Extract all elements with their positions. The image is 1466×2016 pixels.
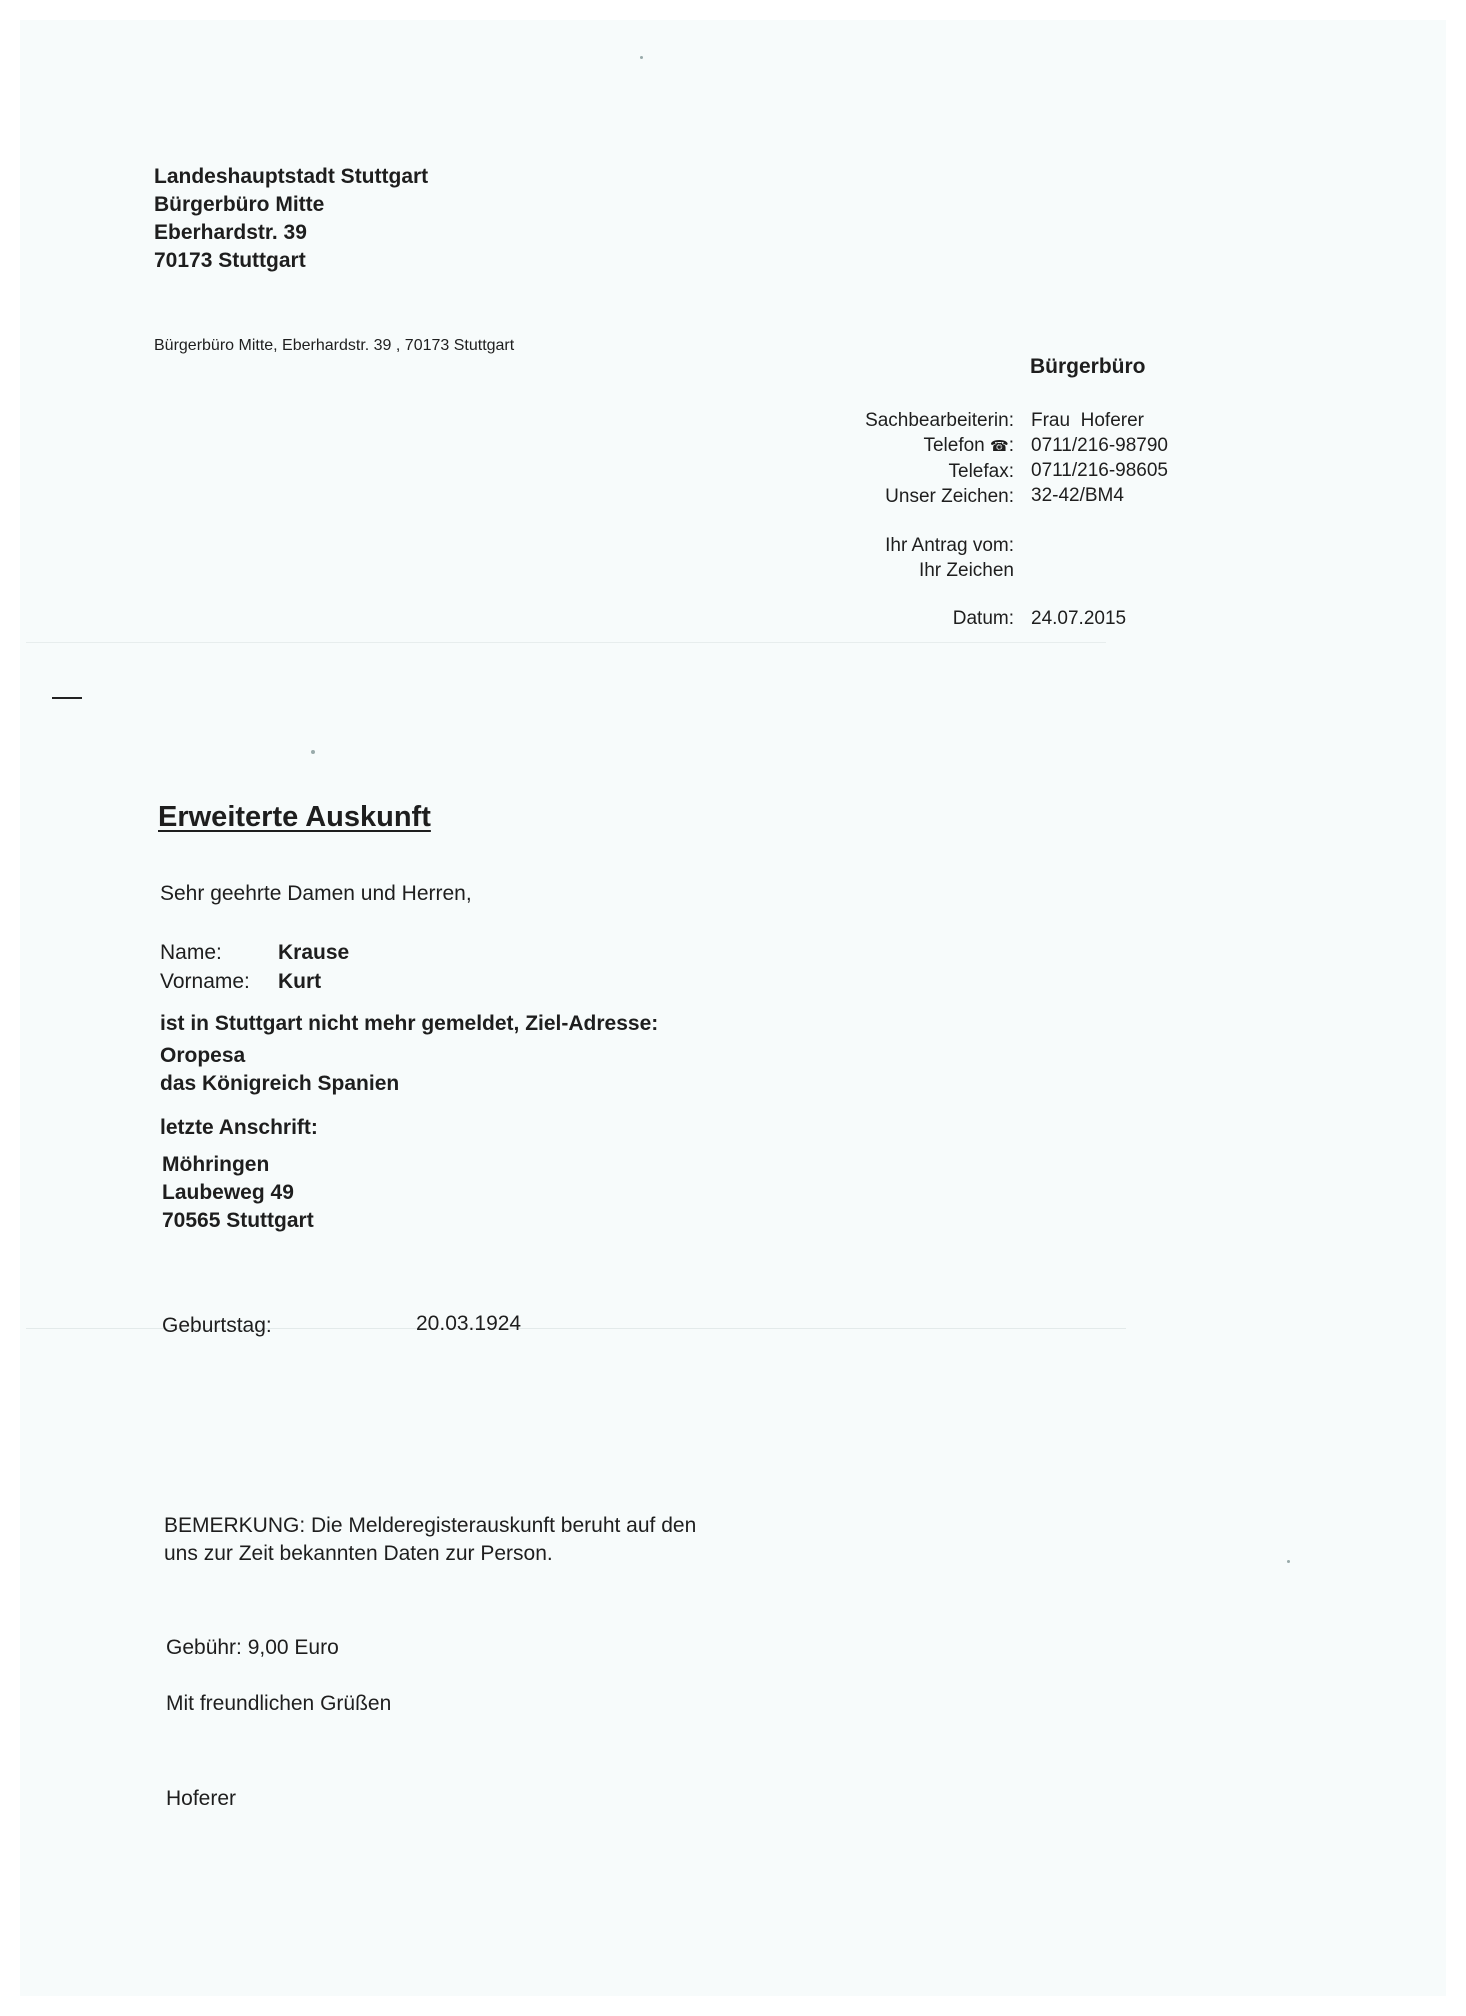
office-title: Bürgerbüro [1030, 355, 1146, 378]
sender-line: Eberhardstr. 39 [154, 221, 307, 244]
signature: Hoferer [166, 1787, 237, 1810]
sender-line: Bürgerbüro Mitte [154, 193, 325, 216]
destination-address [160, 1042, 399, 1098]
scan-speck [1287, 1560, 1290, 1563]
scan-speck [640, 56, 643, 59]
registration-status: ist in Stuttgart nicht mehr gemeldet, Ziel-Adresse: [160, 1012, 659, 1035]
last-address-label: letzte Anschrift: [160, 1116, 318, 1139]
return-address-line: Bürgerbüro Mitte, Eberhardstr. 39 , 70173 Stuttgart [154, 337, 515, 354]
fold-mark [52, 697, 82, 699]
clerk-value: Frau Hoferer [1031, 410, 1144, 431]
last-address [162, 1151, 314, 1235]
request-date-label: Ihr Antrag vom: [885, 535, 1014, 556]
name-label: Name: [160, 941, 222, 964]
fax-value: 0711/216-98605 [1031, 460, 1168, 481]
phone-label: Telefon [923, 435, 985, 456]
last-address-city: 70565 Stuttgart [162, 1209, 314, 1232]
fold-line [26, 642, 1106, 643]
closing: Mit freundlichen Grüßen [166, 1692, 392, 1715]
date-label: Datum: [952, 608, 1014, 629]
person-labels [160, 938, 250, 996]
reference-value: 32-42/BM4 [1031, 485, 1124, 506]
phone-label-row [714, 433, 1014, 459]
sender-line: Landeshauptstadt Stuttgart [154, 165, 429, 188]
last-address-street: Laubeweg 49 [162, 1181, 294, 1204]
birthday-value: 20.03.1924 [416, 1312, 522, 1335]
request-labels [714, 533, 1014, 583]
remark [164, 1512, 696, 1568]
reference-label: Unser Zeichen: [885, 486, 1014, 507]
phone-icon: ☎ [990, 438, 1009, 455]
destination-city: Oropesa [160, 1044, 246, 1067]
date-value: 24.07.2015 [1031, 608, 1127, 629]
document-title: Erweiterte Auskunft [158, 801, 431, 833]
phone-value: 0711/216-98790 [1031, 435, 1168, 456]
sender-address [154, 163, 428, 275]
fee: Gebühr: 9,00 Euro [166, 1636, 339, 1659]
phone-colon: : [1008, 435, 1014, 456]
firstname-value: Kurt [278, 970, 322, 993]
your-reference-label: Ihr Zeichen [918, 560, 1014, 581]
scan-speck [311, 750, 315, 754]
name-value: Krause [278, 941, 350, 964]
clerk-label: Sachbearbeiterin: [865, 410, 1014, 431]
birthday-label: Geburtstag: [162, 1314, 272, 1337]
meta-labels [714, 408, 1014, 509]
salutation: Sehr geehrte Damen und Herren, [160, 882, 472, 905]
remark-line: uns zur Zeit bekannten Daten zur Person. [164, 1542, 553, 1565]
destination-country: das Königreich Spanien [160, 1072, 400, 1095]
firstname-label: Vorname: [160, 970, 250, 993]
last-address-district: Möhringen [162, 1153, 270, 1176]
person-values [278, 938, 349, 996]
fax-label: Telefax: [948, 461, 1014, 482]
sender-line: 70173 Stuttgart [154, 249, 306, 272]
meta-values [1031, 408, 1168, 508]
remark-line: BEMERKUNG: Die Melderegisterauskunft beruht auf den [164, 1514, 697, 1537]
